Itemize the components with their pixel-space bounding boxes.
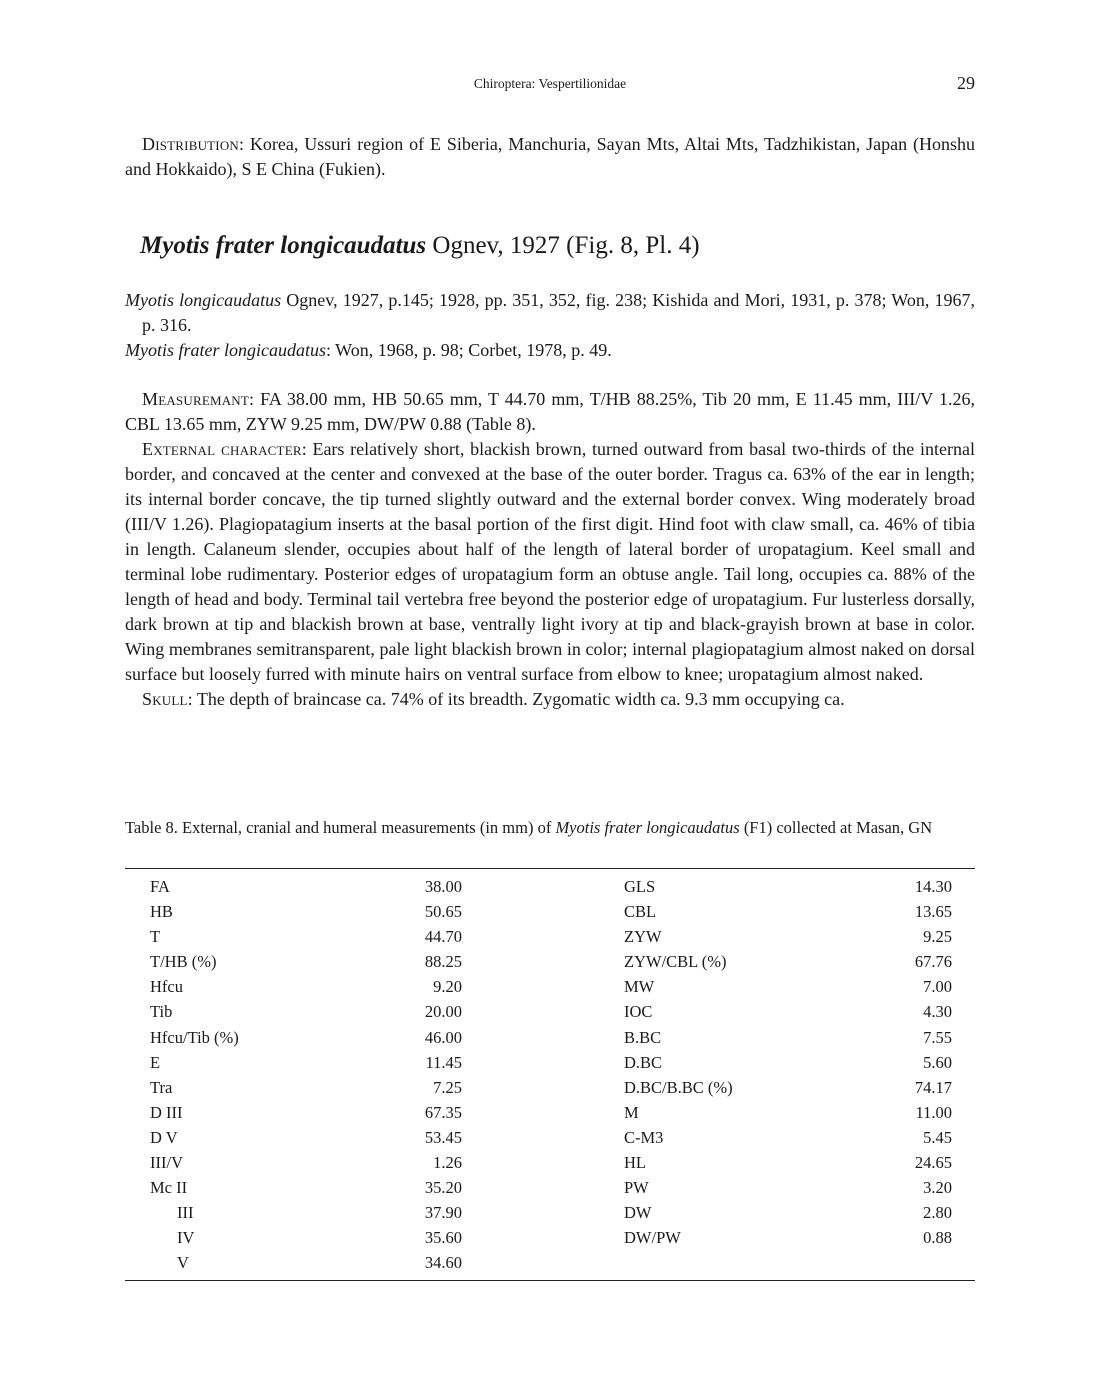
measure-value: 7.00: [923, 977, 952, 997]
table-row: [125, 1025, 975, 1050]
measure-value: 9.20: [433, 977, 462, 997]
table-row: [125, 1250, 975, 1275]
measure-label: C-M3: [624, 1127, 664, 1147]
measure-label: V: [177, 1253, 189, 1273]
measure-label: III: [177, 1203, 194, 1223]
table-row: [125, 1075, 975, 1100]
synonym-entry: [125, 338, 975, 363]
measure-value: 88.25: [424, 952, 462, 972]
table-caption: [125, 816, 975, 839]
measure-value: 7.25: [433, 1077, 462, 1097]
synonym-citation: : Won, 1968, p. 98; Corbet, 1978, p. 49.: [326, 340, 612, 360]
table-row: [125, 1125, 975, 1150]
measure-value: 67.76: [914, 952, 952, 972]
species-name: Myotis frater longicaudatus: [140, 232, 427, 259]
skull-text: : The depth of braincase ca. 74% of its breadth. Zygomatic width ca. 9.3 mm occupying ca.: [187, 689, 845, 709]
measure-value: 53.45: [424, 1127, 462, 1147]
measure-value: 46.00: [424, 1027, 462, 1047]
table-row: [125, 1200, 975, 1225]
measure-label: PW: [624, 1178, 649, 1198]
synonym-name: Myotis longicaudatus: [125, 290, 282, 310]
measure-label: HB: [150, 902, 173, 922]
running-head: [125, 73, 975, 96]
page-number: 29: [957, 73, 975, 93]
measure-label: IOC: [624, 1002, 653, 1022]
measure-value: 2.80: [923, 1203, 952, 1223]
table-row: [125, 1225, 975, 1250]
table-row: [125, 949, 975, 974]
measure-value: 5.45: [923, 1127, 952, 1147]
measure-value: 11.45: [425, 1052, 462, 1072]
running-head-title: Chiroptera: Vespertilionidae: [473, 76, 627, 91]
measure-value: 1.26: [433, 1153, 462, 1173]
measure-value: 13.65: [914, 902, 952, 922]
measure-value: 3.20: [923, 1178, 952, 1198]
measure-label: FA: [150, 877, 170, 896]
measure-value: 11.00: [915, 1102, 952, 1122]
measure-label: ZYW: [624, 927, 662, 947]
measure-value: 50.65: [424, 902, 462, 922]
distribution-label: Distribution: [142, 134, 240, 154]
measure-label: D.BC/B.BC (%): [624, 1077, 733, 1097]
table-row: [125, 974, 975, 999]
measure-value: 35.20: [424, 1178, 462, 1198]
table-row: [125, 1050, 975, 1075]
measure-value: 5.60: [923, 1052, 952, 1072]
species-heading: [140, 232, 700, 260]
measure-label: M: [624, 1102, 639, 1122]
external-character-label: External character: [142, 439, 302, 459]
measure-value: 67.35: [424, 1102, 462, 1122]
measure-label: III/V: [150, 1153, 183, 1173]
external-character-paragraph: [125, 437, 975, 687]
measure-value: 35.60: [424, 1228, 462, 1248]
external-character-text: : Ears relatively short, blackish brown, turned outward from basal two-thirds of the internal border, and concaved at the center and convexed at the base of the outer border. Tragus ca. 63% of the ear in length; its internal border concave, the tip turned slightly outward and the external border convex. Wing moderately broad (III/V 1.26). Plagiopatagium inserts at the basal portion of the first digit. Hind foot with claw small, ca. 46% of tibia in length. Calaneum slender, occupies about half of the length of lateral border of uropatagium. Keel small and terminal lobe rudimentary. Posterior edges of uropatagium form an obtuse angle. Tail long, occupies ca. 88% of the length of head and body. Terminal tail vertebra free beyond the posterior edge of uropatagium. Fur lusterless dorsally, dark brown at tip and blackish brown at base, ventrally light ivory at tip and black-grayish brown at base in color. Wing membranes semitransparent, pale light blackish brown in color; internal plagiopatagium almost naked on dorsal surface but loosely furred with minute hairs on ventral surface from elbow to knee; uropatagium almost naked.: [125, 439, 976, 684]
table-row: [125, 999, 975, 1024]
species-author: Ognev, 1927 (Fig. 8, Pl. 4): [426, 232, 700, 259]
measure-label: IV: [177, 1228, 195, 1248]
measure-label: ZYW/CBL (%): [624, 952, 727, 972]
measure-value: 4.30: [923, 1002, 952, 1022]
synonym-entry: [125, 288, 975, 338]
measurement-text: : FA 38.00 mm, HB 50.65 mm, T 44.70 mm, T/HB 88.25%, Tib 20 mm, E 11.45 mm, III/V 1.26, CBL 13.65 mm, ZYW 9.25 mm, DW/PW 0.88 (Table 8).: [125, 389, 975, 434]
measure-label: DW: [624, 1203, 652, 1223]
measure-label: HL: [624, 1153, 646, 1173]
distribution-text: : Korea, Ussuri region of E Siberia, Manchuria, Sayan Mts, Altai Mts, Tadzhikistan, Japan (Honshu and Hokkaido), S E China (Fukien).: [125, 134, 975, 179]
synonym-citation: Ognev, 1927, p.145; 1928, pp. 351, 352, fig. 238; Kishida and Mori, 1931, p. 378; Won, 1967, p. 316.: [142, 290, 975, 335]
synonym-name: Myotis frater longicaudatus: [125, 340, 326, 360]
table-row: [125, 899, 975, 924]
measure-label: Hfcu: [150, 977, 183, 997]
measure-label: CBL: [624, 902, 657, 922]
measure-label: Tib: [150, 1002, 173, 1022]
measure-label: E: [150, 1052, 161, 1072]
measure-value: 34.60: [424, 1253, 462, 1273]
measure-label: D.BC: [624, 1052, 663, 1072]
table-row: [125, 1150, 975, 1175]
measure-value: 7.55: [923, 1027, 952, 1047]
table-row: [125, 1100, 975, 1125]
measure-value: 44.70: [424, 927, 462, 947]
measure-label: GLS: [624, 877, 656, 896]
measurement-label: Measuremant: [142, 389, 250, 409]
distribution-paragraph: [125, 132, 975, 182]
caption-text: Table 8. External, cranial and humeral measurements (in mm) of: [125, 818, 556, 837]
measure-label: Tra: [150, 1077, 173, 1097]
measure-value: 37.90: [424, 1203, 462, 1223]
synonymy: [125, 288, 975, 363]
measure-label: DW/PW: [624, 1228, 681, 1248]
measure-value: 20.00: [424, 1002, 462, 1022]
measure-label: MW: [624, 977, 655, 997]
skull-label: Skull: [142, 689, 188, 709]
table-row: [125, 874, 975, 899]
measure-label: Hfcu/Tib (%): [150, 1027, 239, 1047]
measure-label: D V: [150, 1127, 178, 1147]
measure-value: 74.17: [914, 1077, 952, 1097]
table-row: [125, 924, 975, 949]
measure-label: D III: [150, 1102, 183, 1122]
measure-label: T/HB (%): [150, 952, 217, 972]
measure-value: 24.65: [914, 1153, 952, 1173]
measure-value: 0.88: [923, 1228, 952, 1248]
table-body: [125, 869, 975, 1276]
measurements-table: [125, 868, 975, 1281]
skull-paragraph: [125, 687, 975, 712]
measure-label: T: [150, 927, 161, 947]
table-row: [125, 1175, 975, 1200]
caption-text-end: (F1) collected at Masan, GN: [739, 818, 933, 837]
measurement-paragraph: [125, 387, 975, 437]
measure-label: Mc II: [150, 1178, 188, 1198]
measure-value: 9.25: [923, 927, 952, 947]
caption-species: Myotis frater longicaudatus: [555, 818, 740, 837]
measure-value: 38.00: [424, 877, 462, 896]
measure-label: B.BC: [624, 1027, 662, 1047]
measure-value: 14.30: [914, 877, 952, 896]
description-body: [125, 387, 975, 712]
